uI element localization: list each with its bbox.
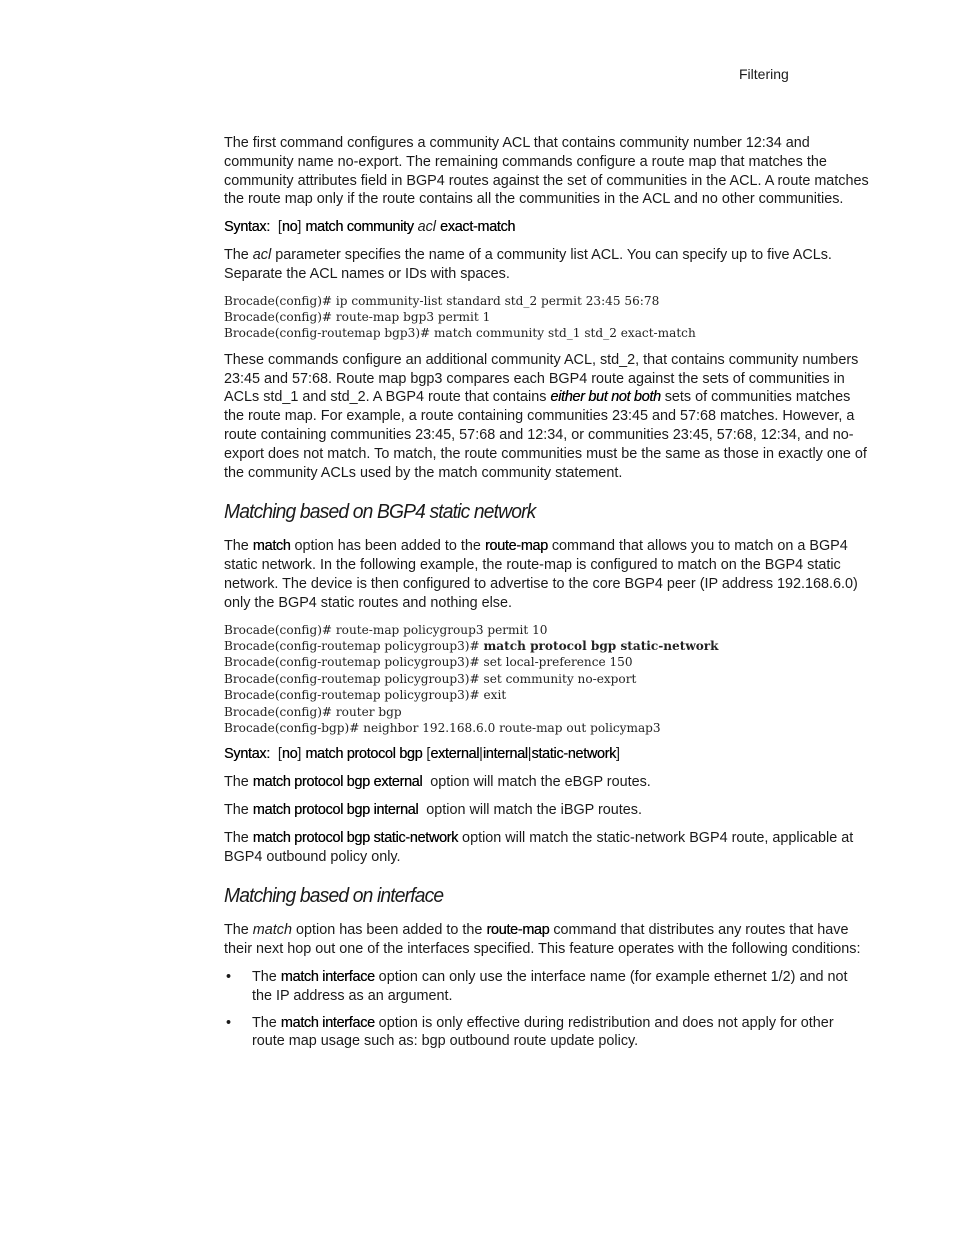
- bullet-icon: •: [226, 1014, 232, 1031]
- keyword: match protocol bgp internal: [252, 802, 419, 818]
- syntax-no: no: [281, 219, 298, 236]
- syntax-no: no: [281, 746, 298, 763]
- syntax-option: exact-match: [440, 219, 516, 236]
- option-external-paragraph: [224, 773, 869, 792]
- conditions-list: [224, 968, 869, 1051]
- document-body: [224, 134, 869, 1059]
- static-network-paragraph: [224, 537, 869, 612]
- bracket: ]: [297, 219, 302, 236]
- emphasis: match: [252, 922, 292, 939]
- text: These commands configure an additional community ACL, std_2, that contains community numbers 23:45 and 57:68. Route map bgp3 compares each BGP4 route against the sets of communities in ACLs std_1 and std_2. A BGP4 route that contains: [224, 351, 859, 406]
- keyword: match interface: [280, 968, 375, 985]
- option-internal-paragraph: [224, 801, 869, 820]
- pipe: |: [479, 746, 483, 763]
- text: The: [224, 829, 253, 846]
- text: option can only use the interface name (for example ethernet 1/2) and not the IP address as an argument.: [252, 968, 848, 1004]
- pipe: |: [527, 746, 532, 763]
- bracket: [: [426, 746, 431, 763]
- code-line: Brocade(config)# route-map bgp3 permit 1: [224, 309, 491, 324]
- keyword: match protocol bgp static-network: [252, 829, 459, 846]
- section-heading-static-network: Matching based on BGP4 static network: [224, 500, 536, 524]
- code-line: Brocade(config)# route-map policygroup3 permit 10: [224, 622, 548, 637]
- emphasis: either but not both: [550, 389, 661, 406]
- text: The: [224, 246, 253, 263]
- bracket: [: [277, 746, 282, 763]
- option-static-paragraph: [224, 829, 869, 867]
- keyword: match: [252, 538, 291, 555]
- code-highlight: match protocol bgp static-network: [483, 638, 719, 653]
- keyword: route-map: [484, 538, 548, 555]
- keyword: route-map: [486, 922, 550, 939]
- syntax-label: Syntax:: [224, 746, 270, 763]
- syntax-line-community: [224, 218, 869, 237]
- text: option will match the iBGP routes.: [418, 802, 642, 818]
- interface-paragraph: [224, 921, 869, 959]
- keyword: match protocol bgp external: [252, 774, 423, 791]
- intro-paragraph: The first command configures a community ACL that contains community number 12:34 and community name no-export. The remaining commands configure a route map that matches the community attributes field in BGP4 routes against the set of communities in the ACL. A route matches the route map only if the route contains all the communities in the ACL and no other communities.: [224, 135, 869, 208]
- code-line: Brocade(config)# router bgp: [224, 704, 402, 719]
- text: sets of communities matches the route map. For example, a route containing communities 23:45 and 57:68 matches. However, a route containing communities 23:45, 57:68 and 12:34, or communities 23:45, 57:68, 12:34, and no-export does not match. To match, the route communities must be the same as those in exactly one of the community ACLs used by the match community statement.: [224, 389, 867, 481]
- syntax-arg: acl: [417, 219, 436, 236]
- text: option has been added to the: [290, 538, 485, 555]
- text: The: [224, 538, 253, 555]
- bracket: ]: [616, 746, 621, 763]
- code-line: Brocade(config-routemap policygroup3)# set community no-export: [224, 671, 637, 686]
- text: The: [224, 802, 253, 818]
- code-block-community: [224, 293, 869, 342]
- code-line: Brocade(config-routemap policygroup3)#: [224, 638, 484, 653]
- keyword: match interface: [280, 1014, 375, 1031]
- acl-parameter-paragraph: [224, 246, 869, 284]
- text: The: [252, 968, 281, 985]
- bullet-icon: •: [226, 968, 232, 985]
- text: parameter specifies the name of a community list ACL. You can specify up to five ACLs. Separate the ACL names or IDs with spaces.: [224, 246, 832, 282]
- code-line: Brocade(config-routemap policygroup3)# exit: [224, 688, 507, 703]
- syntax-line-protocol: [224, 745, 869, 764]
- text: The: [224, 774, 253, 791]
- running-header: Filtering: [739, 66, 789, 82]
- code-line: Brocade(config-bgp)# neighbor 192.168.6.0 route-map out policymap3: [224, 721, 661, 735]
- code-block-policygroup: [224, 622, 869, 737]
- list-item: [224, 1014, 869, 1052]
- text: command that allows you to match on a BGP4 static network. In the following example, the route-map is configured to match on the BGP4 static network. The device is then configured to advertise to the core BGP4 peer (IP address 192.168.6.0) only the BGP4 static routes and nothing else.: [224, 538, 858, 611]
- bracket: ]: [297, 746, 302, 763]
- syntax-option-internal: internal: [482, 746, 528, 763]
- code-line: Brocade(config-routemap bgp3)# match community std_1 std_2 exact-match: [224, 326, 696, 341]
- syntax-option-external: external: [430, 746, 480, 763]
- text: The: [252, 1014, 281, 1031]
- bracket: [: [277, 219, 282, 236]
- code-line: Brocade(config-routemap policygroup3)# set local-preference 150: [224, 655, 633, 670]
- text: option has been added to the: [292, 922, 487, 939]
- text: The: [224, 922, 253, 939]
- syntax-command: match community: [305, 219, 414, 236]
- community-explanation-paragraph: [224, 351, 869, 483]
- text: option will match the static-network BGP4 route, applicable at BGP4 outbound policy only.: [224, 829, 854, 865]
- acl-term: acl: [252, 246, 272, 263]
- text: option is only effective during redistribution and does not apply for other route map usage such as: bgp outbound route update policy.: [252, 1014, 834, 1050]
- text: option will match the eBGP routes.: [422, 774, 651, 791]
- text: command that distributes any routes that have their next hop out one of the interfaces specified. This feature operates with the following conditions:: [224, 922, 861, 958]
- syntax-label: Syntax:: [224, 219, 270, 236]
- section-heading-interface: Matching based on interface: [224, 884, 444, 908]
- list-item: [224, 968, 869, 1006]
- syntax-command: match protocol bgp: [305, 746, 423, 763]
- code-line: Brocade(config)# ip community-list standard std_2 permit 23:45 56:78: [224, 293, 660, 308]
- syntax-option-static-network: static-network: [531, 746, 617, 763]
